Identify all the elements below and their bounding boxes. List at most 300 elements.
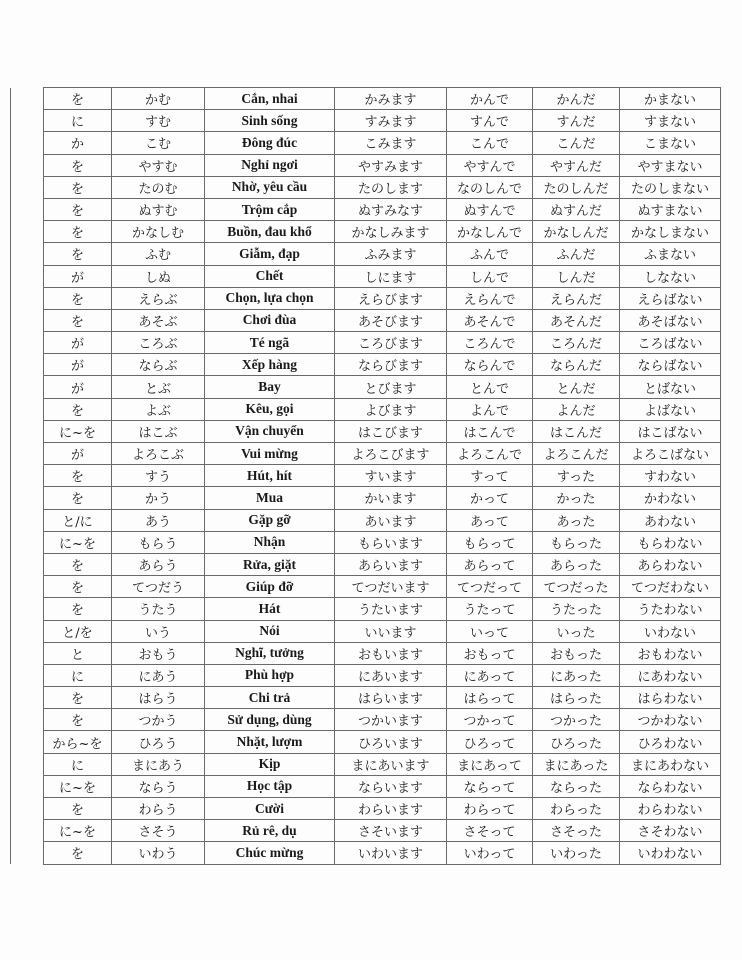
row-number-cell [11,398,44,420]
ta-form-cell: あそんだ [533,309,620,331]
nai-form-cell: おもわない [620,642,721,664]
te-form-cell: えらんで [447,287,533,309]
row-number-cell [11,753,44,775]
nai-form-cell: とばない [620,376,721,398]
table-row [11,221,721,243]
table-row [11,798,721,820]
meaning-cell: Nhận [205,531,335,553]
meaning-cell: Rủ rê, dụ [205,820,335,842]
table-row [11,709,721,731]
masu-form-cell: こみます [335,132,447,154]
ta-form-cell: たのしんだ [533,176,620,198]
meaning-cell: Kịp [205,753,335,775]
meaning-cell: Vận chuyển [205,420,335,442]
table-row [11,553,721,575]
te-form-cell: もらって [447,531,533,553]
dictionary-form-cell: あう [112,509,205,531]
dictionary-form-cell: てつだう [112,576,205,598]
dictionary-form-cell: たのむ [112,176,205,198]
table-row [11,687,721,709]
particle-cell: に~を [44,775,112,797]
row-number-cell [11,287,44,309]
nai-form-cell: ならわない [620,775,721,797]
particle-cell: を [44,687,112,709]
row-number-cell [11,798,44,820]
particle-cell: と/を [44,620,112,642]
meaning-cell: Chết [205,265,335,287]
particle-cell: を [44,287,112,309]
nai-form-cell: あらわない [620,553,721,575]
nai-form-cell: しなない [620,265,721,287]
dictionary-form-cell: ぬすむ [112,198,205,220]
dictionary-form-cell: ならぶ [112,354,205,376]
dictionary-form-cell: うたう [112,598,205,620]
nai-form-cell: にあわない [620,664,721,686]
ta-form-cell: いわった [533,842,620,864]
row-number-cell [11,709,44,731]
ta-form-cell: かった [533,487,620,509]
ta-form-cell: もらった [533,531,620,553]
row-number-cell [11,420,44,442]
row-number-cell [11,687,44,709]
nai-form-cell: はこばない [620,420,721,442]
table-row [11,487,721,509]
masu-form-cell: しにます [335,265,447,287]
table-row [11,642,721,664]
verb-conjugation-table [10,87,721,865]
row-number-cell [11,443,44,465]
table-row [11,576,721,598]
nai-form-cell: よばない [620,398,721,420]
table-row [11,132,721,154]
masu-form-cell: よびます [335,398,447,420]
table-row [11,176,721,198]
te-form-cell: かなしんで [447,221,533,243]
ta-form-cell: あった [533,509,620,531]
te-form-cell: いわって [447,842,533,864]
table-row [11,154,721,176]
table-row [11,664,721,686]
row-number-cell [11,309,44,331]
particle-cell: が [44,265,112,287]
row-number-cell [11,110,44,132]
row-number-cell [11,820,44,842]
ta-form-cell: すんだ [533,110,620,132]
nai-form-cell: えらばない [620,287,721,309]
row-number-cell [11,842,44,864]
dictionary-form-cell: こむ [112,132,205,154]
dictionary-form-cell: ひろう [112,731,205,753]
nai-form-cell: あそばない [620,309,721,331]
table-row [11,110,721,132]
te-form-cell: ふんで [447,243,533,265]
row-number-cell [11,354,44,376]
dictionary-form-cell: よぶ [112,398,205,420]
ta-form-cell: ころんだ [533,332,620,354]
te-form-cell: あらって [447,553,533,575]
te-form-cell: てつだって [447,576,533,598]
nai-form-cell: すわない [620,465,721,487]
meaning-cell: Buồn, đau khổ [205,221,335,243]
masu-form-cell: すいます [335,465,447,487]
row-number-cell [11,221,44,243]
masu-form-cell: にあいます [335,664,447,686]
nai-form-cell: まにあわない [620,753,721,775]
dictionary-form-cell: ころぶ [112,332,205,354]
te-form-cell: こんで [447,132,533,154]
ta-form-cell: うたった [533,598,620,620]
te-form-cell: ひろって [447,731,533,753]
dictionary-form-cell: ならう [112,775,205,797]
table-row [11,287,721,309]
particle-cell: を [44,709,112,731]
te-form-cell: やすんで [447,154,533,176]
ta-form-cell: さそった [533,820,620,842]
row-number-cell [11,775,44,797]
nai-form-cell: もらわない [620,531,721,553]
nai-form-cell: かわない [620,487,721,509]
masu-form-cell: すみます [335,110,447,132]
ta-form-cell: しんだ [533,265,620,287]
particle-cell: を [44,221,112,243]
particle-cell: を [44,198,112,220]
meaning-cell: Nhờ, yêu cầu [205,176,335,198]
te-form-cell: ぬすんで [447,198,533,220]
te-form-cell: ころんで [447,332,533,354]
table-row [11,753,721,775]
dictionary-form-cell: わらう [112,798,205,820]
te-form-cell: うたって [447,598,533,620]
nai-form-cell: つかわない [620,709,721,731]
meaning-cell: Kêu, gọi [205,398,335,420]
table-row [11,88,721,110]
nai-form-cell: よろこばない [620,443,721,465]
dictionary-form-cell: はこぶ [112,420,205,442]
masu-form-cell: あらいます [335,553,447,575]
ta-form-cell: まにあった [533,753,620,775]
row-number-cell [11,132,44,154]
row-number-cell [11,176,44,198]
te-form-cell: はこんで [447,420,533,442]
particle-cell: を [44,487,112,509]
particle-cell: を [44,88,112,110]
particle-cell: を [44,465,112,487]
masu-form-cell: よろこびます [335,443,447,465]
masu-form-cell: ならいます [335,775,447,797]
meaning-cell: Té ngã [205,332,335,354]
table-body [11,88,721,865]
ta-form-cell: ひろった [533,731,620,753]
particle-cell: か [44,132,112,154]
meaning-cell: Vui mừng [205,443,335,465]
particle-cell: に~を [44,531,112,553]
masu-form-cell: あいます [335,509,447,531]
masu-form-cell: まにあいます [335,753,447,775]
nai-form-cell: こまない [620,132,721,154]
ta-form-cell: すった [533,465,620,487]
particle-cell: を [44,176,112,198]
ta-form-cell: かんだ [533,88,620,110]
dictionary-form-cell: かなしむ [112,221,205,243]
particle-cell: を [44,309,112,331]
nai-form-cell: わらわない [620,798,721,820]
dictionary-form-cell: あらう [112,553,205,575]
particle-cell: を [44,842,112,864]
row-number-cell [11,553,44,575]
meaning-cell: Hát [205,598,335,620]
te-form-cell: よんで [447,398,533,420]
nai-form-cell: たのしまない [620,176,721,198]
nai-form-cell: やすまない [620,154,721,176]
table-row [11,731,721,753]
te-form-cell: すって [447,465,533,487]
nai-form-cell: かまない [620,88,721,110]
dictionary-form-cell: えらぶ [112,287,205,309]
masu-form-cell: ならびます [335,354,447,376]
dictionary-form-cell: おもう [112,642,205,664]
row-number-cell [11,620,44,642]
dictionary-form-cell: やすむ [112,154,205,176]
dictionary-form-cell: ふむ [112,243,205,265]
table-row [11,265,721,287]
ta-form-cell: あらった [533,553,620,575]
ta-form-cell: ふんだ [533,243,620,265]
nai-form-cell: うたわない [620,598,721,620]
meaning-cell: Nói [205,620,335,642]
meaning-cell: Chi trả [205,687,335,709]
masu-form-cell: かみます [335,88,447,110]
te-form-cell: なのしんで [447,176,533,198]
masu-form-cell: つかいます [335,709,447,731]
ta-form-cell: こんだ [533,132,620,154]
nai-form-cell: ならばない [620,354,721,376]
nai-form-cell: かなしまない [620,221,721,243]
masu-form-cell: さそいます [335,820,447,842]
ta-form-cell: にあった [533,664,620,686]
ta-form-cell: わらった [533,798,620,820]
particle-cell: に~を [44,820,112,842]
row-number-cell [11,243,44,265]
masu-form-cell: えらびます [335,287,447,309]
table-row [11,620,721,642]
dictionary-form-cell: つかう [112,709,205,731]
nai-form-cell: さそわない [620,820,721,842]
nai-form-cell: てつだわない [620,576,721,598]
table-row [11,509,721,531]
ta-form-cell: いった [533,620,620,642]
meaning-cell: Nhặt, lượm [205,731,335,753]
ta-form-cell: よろこんだ [533,443,620,465]
ta-form-cell: つかった [533,709,620,731]
particle-cell: に~を [44,420,112,442]
row-number-cell [11,509,44,531]
row-number-cell [11,531,44,553]
meaning-cell: Đông đúc [205,132,335,154]
table-row [11,775,721,797]
meaning-cell: Hút, hít [205,465,335,487]
row-number-cell [11,598,44,620]
dictionary-form-cell: あそぶ [112,309,205,331]
meaning-cell: Bay [205,376,335,398]
dictionary-form-cell: とぶ [112,376,205,398]
row-number-cell [11,487,44,509]
nai-form-cell: はらわない [620,687,721,709]
table-row [11,842,721,864]
dictionary-form-cell: すう [112,465,205,487]
te-form-cell: かんで [447,88,533,110]
particle-cell: と/に [44,509,112,531]
row-number-cell [11,198,44,220]
meaning-cell: Xếp hàng [205,354,335,376]
te-form-cell: しんで [447,265,533,287]
particle-cell: が [44,354,112,376]
masu-form-cell: はらいます [335,687,447,709]
dictionary-form-cell: すむ [112,110,205,132]
nai-form-cell: いわない [620,620,721,642]
ta-form-cell: よんだ [533,398,620,420]
te-form-cell: いって [447,620,533,642]
te-form-cell: はらって [447,687,533,709]
dictionary-form-cell: もらう [112,531,205,553]
table-row [11,354,721,376]
nai-form-cell: ひろわない [620,731,721,753]
table-row [11,309,721,331]
dictionary-form-cell: いわう [112,842,205,864]
meaning-cell: Phù hợp [205,664,335,686]
particle-cell: を [44,576,112,598]
table-row [11,820,721,842]
meaning-cell: Cười [205,798,335,820]
te-form-cell: つかって [447,709,533,731]
dictionary-form-cell: はらう [112,687,205,709]
masu-form-cell: やすみます [335,154,447,176]
table-row [11,420,721,442]
nai-form-cell: ぬすまない [620,198,721,220]
masu-form-cell: もらいます [335,531,447,553]
particle-cell: を [44,398,112,420]
ta-form-cell: はらった [533,687,620,709]
meaning-cell: Nghĩ, tưởng [205,642,335,664]
particle-cell: に [44,753,112,775]
meaning-cell: Nghỉ ngơi [205,154,335,176]
masu-form-cell: かいます [335,487,447,509]
masu-form-cell: うたいます [335,598,447,620]
dictionary-form-cell: いう [112,620,205,642]
ta-form-cell: てつだった [533,576,620,598]
table-row [11,531,721,553]
dictionary-form-cell: にあう [112,664,205,686]
masu-form-cell: ひろいます [335,731,447,753]
masu-form-cell: とびます [335,376,447,398]
masu-form-cell: ぬすみなす [335,198,447,220]
meaning-cell: Học tập [205,775,335,797]
particle-cell: から~を [44,731,112,753]
te-form-cell: よろこんで [447,443,533,465]
te-form-cell: にあって [447,664,533,686]
meaning-cell: Sinh sống [205,110,335,132]
ta-form-cell: かなしんだ [533,221,620,243]
table-row [11,598,721,620]
masu-form-cell: いわいます [335,842,447,864]
row-number-cell [11,731,44,753]
meaning-cell: Mua [205,487,335,509]
table-row [11,398,721,420]
masu-form-cell: ころびます [335,332,447,354]
masu-form-cell: てつだいます [335,576,447,598]
particle-cell: と [44,642,112,664]
te-form-cell: わらって [447,798,533,820]
ta-form-cell: ならんだ [533,354,620,376]
meaning-cell: Trộm cắp [205,198,335,220]
ta-form-cell: やすんだ [533,154,620,176]
nai-form-cell: すまない [620,110,721,132]
masu-form-cell: あそびます [335,309,447,331]
ta-form-cell: えらんだ [533,287,620,309]
meaning-cell: Chơi đùa [205,309,335,331]
particle-cell: を [44,154,112,176]
meaning-cell: Chúc mừng [205,842,335,864]
particle-cell: が [44,443,112,465]
row-number-cell [11,576,44,598]
dictionary-form-cell: しぬ [112,265,205,287]
table-row [11,198,721,220]
ta-form-cell: とんだ [533,376,620,398]
row-number-cell [11,664,44,686]
meaning-cell: Sử dụng, dùng [205,709,335,731]
te-form-cell: かって [447,487,533,509]
row-number-cell [11,154,44,176]
te-form-cell: すんで [447,110,533,132]
table-row [11,332,721,354]
masu-form-cell: おもいます [335,642,447,664]
meaning-cell: Chọn, lựa chọn [205,287,335,309]
te-form-cell: さそって [447,820,533,842]
meaning-cell: Giúp đỡ [205,576,335,598]
particle-cell: が [44,332,112,354]
masu-form-cell: ふみます [335,243,447,265]
meaning-cell: Gặp gỡ [205,509,335,531]
ta-form-cell: ならった [533,775,620,797]
dictionary-form-cell: さそう [112,820,205,842]
masu-form-cell: たのします [335,176,447,198]
row-number-cell [11,642,44,664]
nai-form-cell: いわわない [620,842,721,864]
meaning-cell: Giẫm, đạp [205,243,335,265]
te-form-cell: おもって [447,642,533,664]
dictionary-form-cell: よろこぶ [112,443,205,465]
particle-cell: に [44,664,112,686]
te-form-cell: ならって [447,775,533,797]
te-form-cell: とんで [447,376,533,398]
ta-form-cell: おもった [533,642,620,664]
table-row [11,243,721,265]
particle-cell: が [44,376,112,398]
nai-form-cell: ふまない [620,243,721,265]
table-row [11,465,721,487]
nai-form-cell: あわない [620,509,721,531]
nai-form-cell: ころばない [620,332,721,354]
ta-form-cell: ぬすんだ [533,198,620,220]
masu-form-cell: いいます [335,620,447,642]
te-form-cell: あって [447,509,533,531]
meaning-cell: Rửa, giặt [205,553,335,575]
masu-form-cell: かなしみます [335,221,447,243]
te-form-cell: あそんで [447,309,533,331]
masu-form-cell: はこびます [335,420,447,442]
particle-cell: を [44,553,112,575]
te-form-cell: ならんで [447,354,533,376]
row-number-cell [11,465,44,487]
